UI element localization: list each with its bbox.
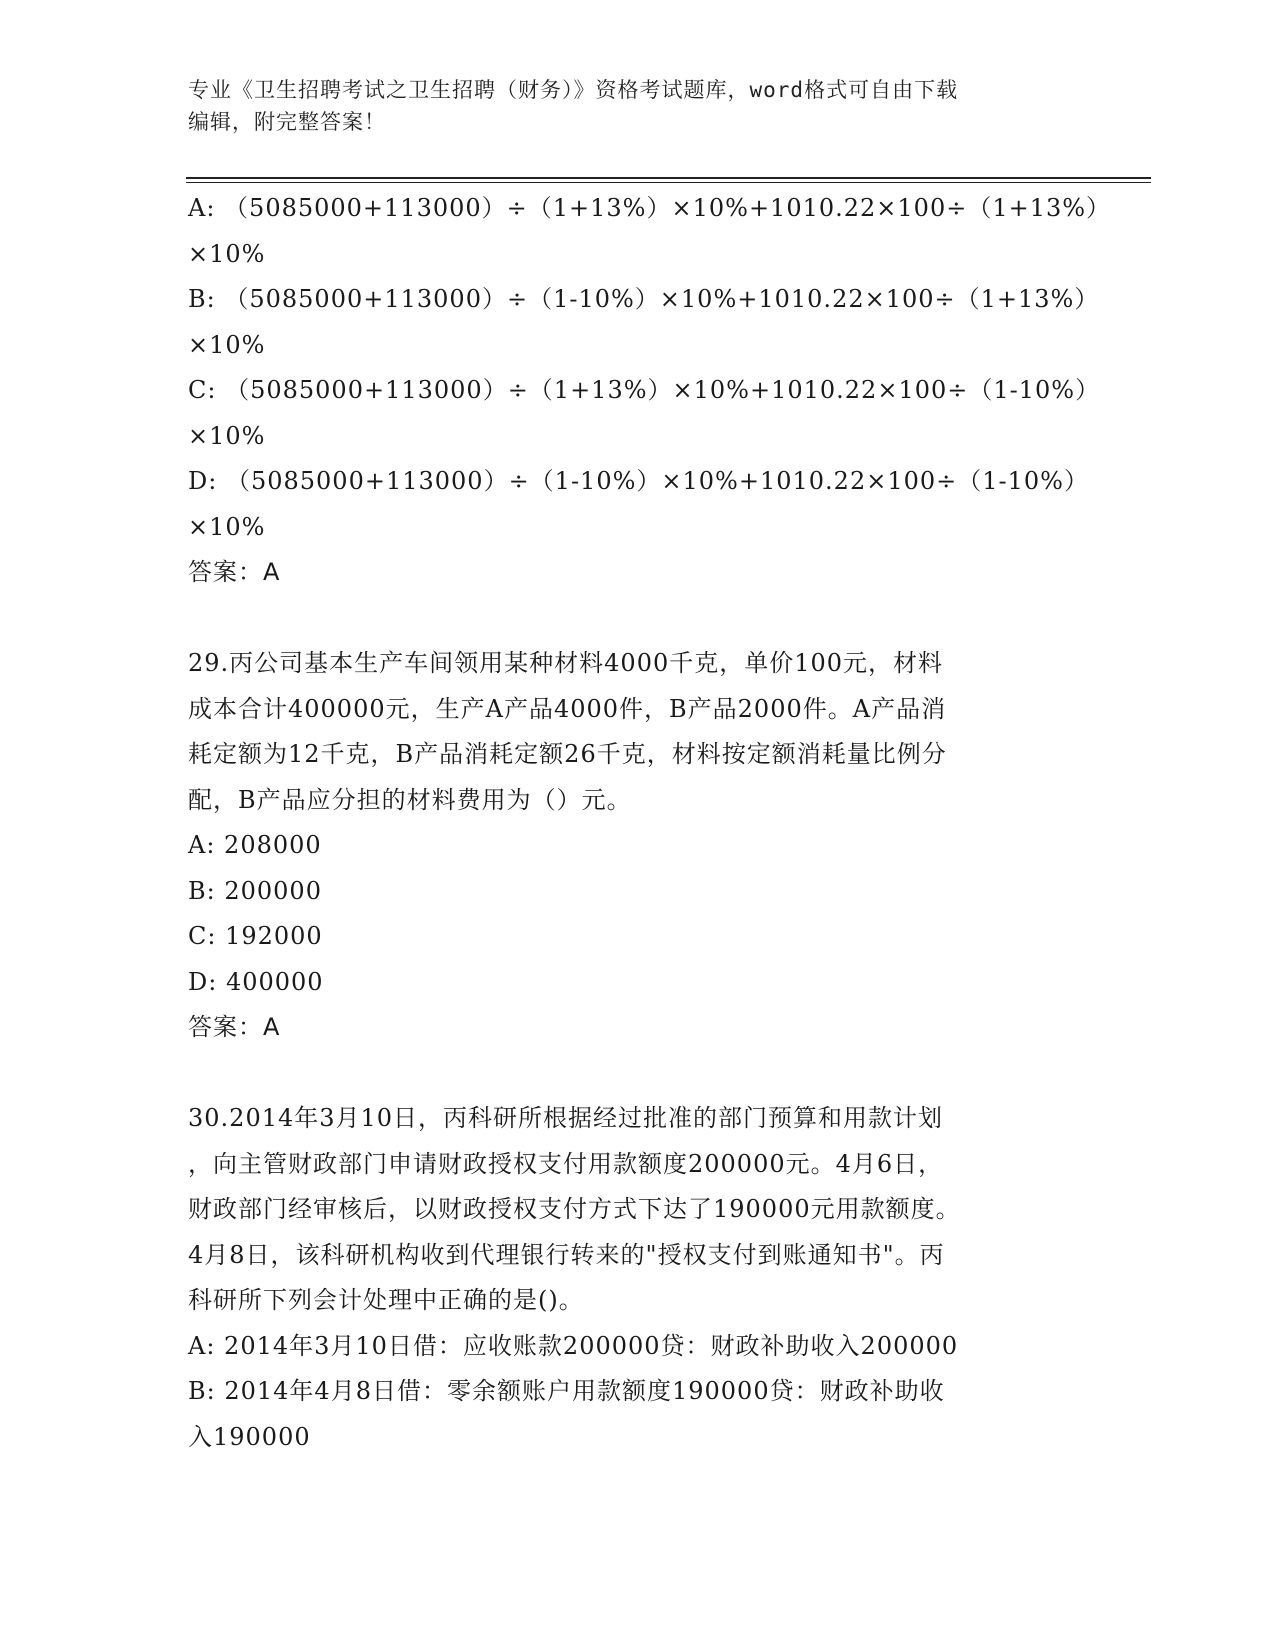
q29-option-b: B: 200000: [188, 876, 322, 905]
spacer: [188, 596, 1088, 642]
document-header: [188, 74, 1088, 138]
q30-stem-line1: 30.2014年3月10日，丙科研所根据经过批准的部门预算和用款计划: [188, 1104, 944, 1132]
q30-option-b-line1: B: 2014年4月8日借：零余额账户用款额度190000贷：财政补助收: [188, 1377, 945, 1405]
q28-option-d-line2: ×10%: [188, 512, 266, 541]
q30-option-a: A: 2014年3月10日借：应收账款200000贷：财政补助收入200000: [188, 1331, 959, 1360]
q28-option-b-line1: B: （5085000+113000）÷（1-10%）×10%+1010.22×100÷（1+13%）: [188, 285, 1100, 313]
spacer: [188, 1051, 1088, 1097]
q30-stem-line5: 科研所下列会计处理中正确的是()。: [188, 1286, 584, 1314]
q30-stem-line4: 4月8日，该科研机构收到代理银行转来的"授权支付到账通知书"。丙: [188, 1240, 945, 1269]
document-body: [188, 186, 1112, 1460]
q30-option-b-line2: 入190000: [188, 1422, 311, 1451]
q29-option-a: A: 208000: [188, 831, 322, 859]
q28-answer: 答案：A: [188, 558, 281, 586]
header-line-2: 编辑，附完整答案！: [188, 110, 386, 134]
question-30-block: [188, 1096, 1088, 1460]
q28-option-c-line1: C: （5085000+113000）÷（1+13%）×10%+1010.22×100÷（1-10%）: [188, 376, 1101, 404]
q29-option-c: C: 192000: [188, 922, 323, 950]
q28-option-b-line2: ×10%: [188, 330, 266, 359]
header-divider-thin: [186, 182, 1151, 183]
q28-option-c-line2: ×10%: [188, 421, 266, 450]
q28-option-a-line2: ×10%: [188, 239, 266, 268]
header-divider-thick: [186, 177, 1151, 179]
q30-stem-line3: 财政部门经审核后，以财政授权支付方式下达了190000元用款额度。: [188, 1195, 961, 1223]
q29-option-d: D: 400000: [188, 967, 324, 996]
q29-stem-line4: 配，B产品应分担的材料费用为（）元。: [188, 785, 632, 814]
question-29-block: [188, 641, 1088, 1051]
q29-stem-line2: 成本合计400000元，生产A产品4000件，B产品2000件。A产品消: [188, 694, 947, 723]
q29-stem-line3: 耗定额为12千克，B产品消耗定额26千克，材料按定额消耗量比例分: [188, 740, 947, 768]
q30-stem-line2: ，向主管财政部门申请财政授权支付用款额度200000元。4月6日，: [188, 1149, 944, 1178]
header-line-1: 专业《卫生招聘考试之卫生招聘（财务）》资格考试题库，word格式可自由下载: [188, 78, 959, 102]
q28-option-d-line1: D: （5085000+113000）÷（1-10%）×10%+1010.22×100÷（1-10%）: [188, 467, 1089, 495]
q29-stem-line1: 29.丙公司基本生产车间领用某种材料4000千克，单价100元，材料: [188, 649, 944, 677]
q28-option-a-line1: A: （5085000+113000）÷（1+13%）×10%+1010.22×100÷（1+13%）: [188, 194, 1112, 222]
question-28-block: [188, 186, 1112, 596]
q29-answer: 答案：A: [188, 1013, 281, 1041]
